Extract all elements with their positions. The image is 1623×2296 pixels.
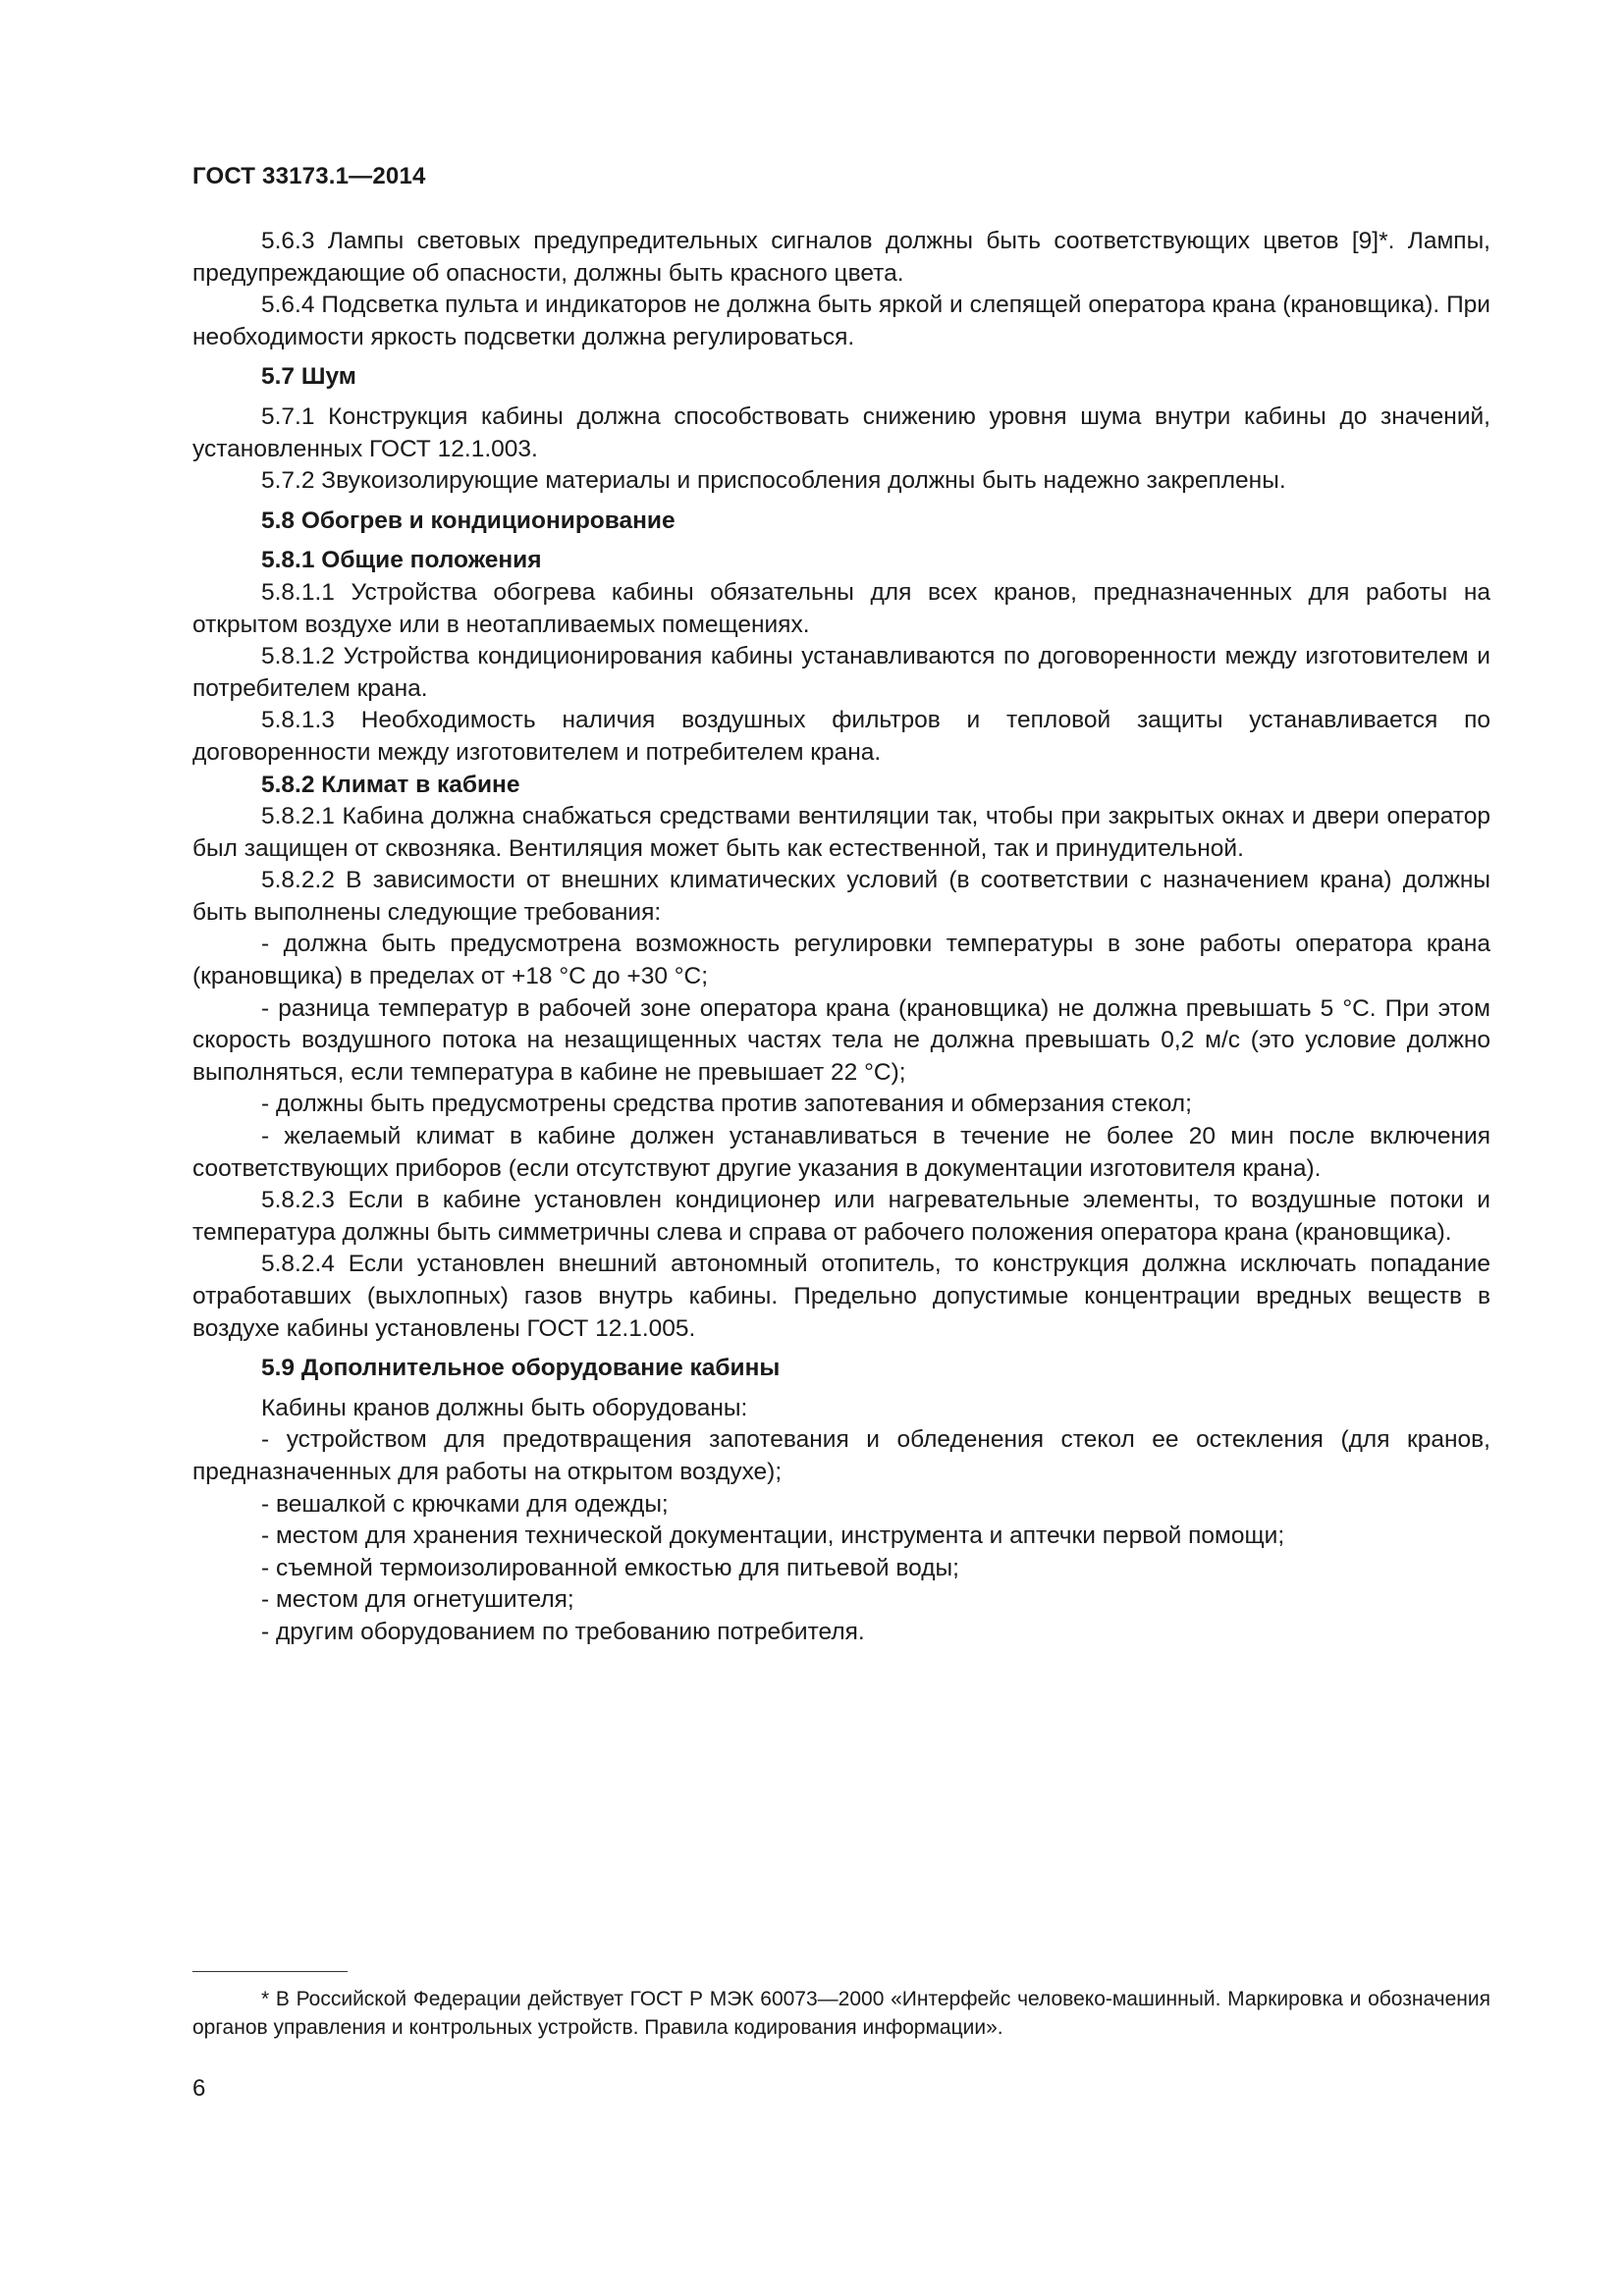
paragraph-5-8-2-3: 5.8.2.3 Если в кабине установлен кондиционер или нагревательные элементы, то воздушные потоки и температура должны быть симметричны слева и справа от рабочего положения оператора крана (крановщика). [192,1187,1490,1246]
paragraph-5-8-1-1: 5.8.1.1 Устройства обогрева кабины обязательны для всех кранов, предназначенных для работы на открытом воздухе или в неотапливаемых помещениях. [192,578,1490,638]
paragraph-5-6-3: 5.6.3 Лампы световых предупредительных сигналов должны быть соответствующих цветов [9]*. Лампы, предупреждающие об опасности, должны быть красного цвета. [192,228,1490,287]
page-number: 6 [192,2075,206,2102]
list-item: - должны быть предусмотрены средства против запотевания и обмерзания стекол; [261,1091,1192,1118]
paragraph-5-8-2-2: 5.8.2.2 В зависимости от внешних климатических условий (в соответствии с назначением крана) должны быть выполнены следующие требования: [192,867,1490,926]
heading-5-7: 5.7 Шум [261,363,356,391]
document-header: ГОСТ 33173.1—2014 [192,163,426,189]
list-item: - местом для хранения технической документации, инструмента и аптечки первой помощи; [261,1522,1285,1550]
list-item: - устройством для предотвращения запотевания и обледенения стекол ее остекления (для кранов, предназначенных для работы на открытом воздухе); [192,1426,1490,1485]
heading-5-8-2: 5.8.2 Климат в кабине [261,771,520,798]
paragraph-5-8-2-4: 5.8.2.4 Если установлен внешний автономный отопитель, то конструкция должна исключать попадание отработавших (выхлопных) газов внутрь кабины. Предельно допустимые концентрации вредных веществ в воздухе кабины установлены ГОСТ 12.1.005. [192,1251,1490,1342]
paragraph-5-7-1: 5.7.1 Конструкция кабины должна способствовать снижению уровня шума внутри кабины до значений, установленных ГОСТ 12.1.003. [192,402,1490,462]
heading-5-8-1: 5.8.1 Общие положения [261,547,542,574]
paragraph-5-7-2: 5.7.2 Звукоизолирующие материалы и приспособления должны быть надежно закреплены. [261,467,1286,495]
paragraph-5-8-2-1: 5.8.2.1 Кабина должна снабжаться средствами вентиляции так, чтобы при закрытых окнах и двери оператор был защищен от сквозняка. Вентиляция может быть как естественной, так и принудительной. [192,803,1490,862]
paragraph-5-8-1-2: 5.8.1.2 Устройства кондиционирования кабины устанавливаются по договоренности между изготовителем и потребителем крана. [192,643,1490,702]
footnote-divider [192,1971,348,1972]
heading-5-9: 5.9 Дополнительное оборудование кабины [261,1355,781,1382]
list-item: - должна быть предусмотрена возможность регулировки температуры в зоне работы оператора крана (крановщика) в пределах от +18 °С до +30 °С; [192,931,1490,990]
footnote: * В Российской Федерации действует ГОСТ Р МЭК 60073—2000 «Интерфейс человеко-машинный. Маркировка и обозначения органов управления и контрольных устройств. Правила кодирования информации». [192,1988,1490,2039]
paragraph-5-8-1-3: 5.8.1.3 Необходимость наличия воздушных фильтров и тепловой защиты устанавливается по договоренности между изготовителем и потребителем крана. [192,707,1490,766]
list-item: - местом для огнетушителя; [261,1586,574,1614]
list-item: - желаемый климат в кабине должен устанавливаться в течение не более 20 мин после включения соответствующих приборов (если отсутствуют другие указания в документации изготовителя крана). [192,1123,1490,1182]
document-body [192,226,1490,1649]
list-item: - вешалкой с крючками для одежды; [261,1490,669,1518]
list-item: - съемной термоизолированной емкостью для питьевой воды; [261,1554,959,1581]
heading-5-8: 5.8 Обогрев и кондиционирование [261,507,676,534]
paragraph-5-6-4: 5.6.4 Подсветка пульта и индикаторов не должна быть яркой и слепящей оператора крана (крановщика). При необходимости яркость подсветки должна регулироваться. [192,292,1490,350]
list-item: - разница температур в рабочей зоне оператора крана (крановщика) не должна превышать 5 °С. При этом скорость воздушного потока на незащищенных частях тела не должна превышать 0,2 м/с (это условие должно выполняться, если температура в кабине не превышает 22 °С); [192,994,1490,1086]
paragraph-5-9-intro: Кабины кранов должны быть оборудованы: [261,1394,748,1421]
list-item: - другим оборудованием по требованию потребителя. [261,1618,865,1645]
